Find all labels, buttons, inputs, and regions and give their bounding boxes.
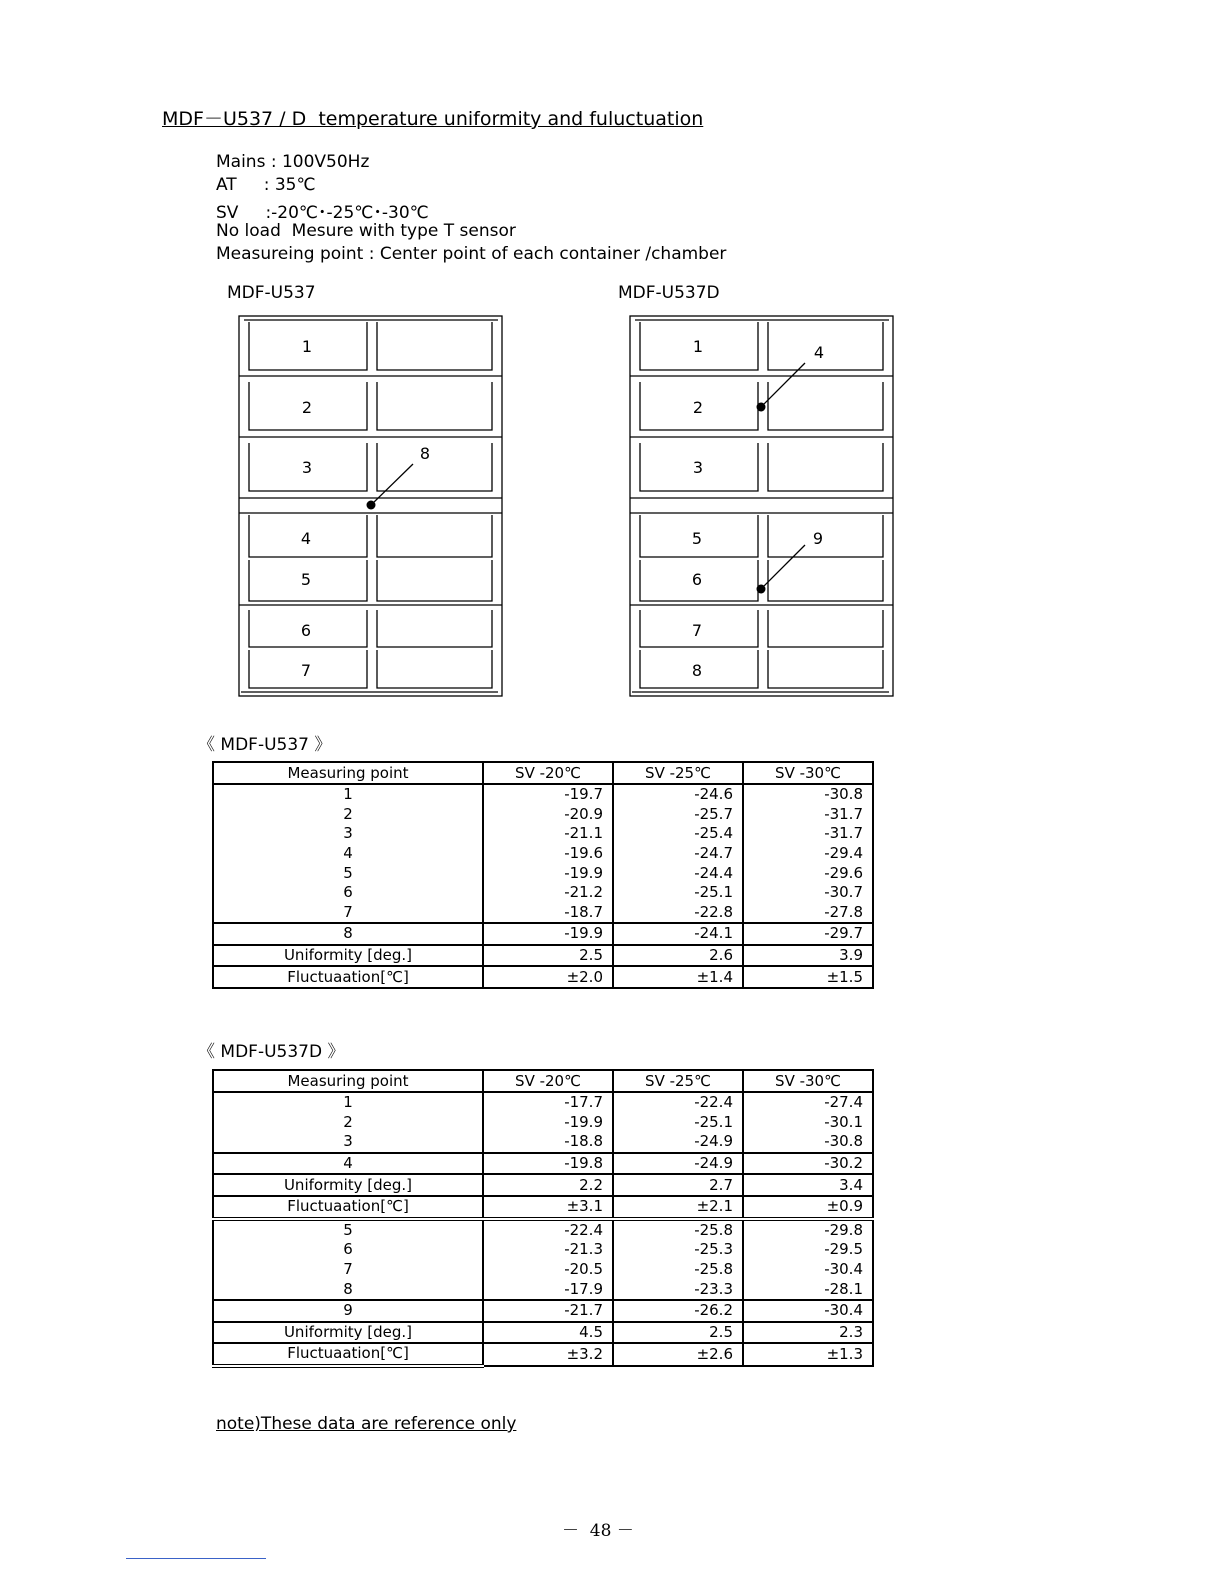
cell: -31.7 xyxy=(743,824,873,844)
cell: -19.7 xyxy=(483,784,613,805)
cell: -19.9 xyxy=(483,1113,613,1133)
chamber-number: 6 xyxy=(300,621,312,640)
chamber-number: 5 xyxy=(691,529,703,548)
cell: Fluctuaation[℃] xyxy=(213,1343,483,1366)
table-row-uniformity xyxy=(213,1174,873,1196)
cell: -21.1 xyxy=(483,824,613,844)
condition-load: No load Mesure with type T sensor xyxy=(216,221,516,241)
cell: -21.7 xyxy=(483,1300,613,1322)
cell: -30.8 xyxy=(743,784,873,805)
header-sv-25: SV -25℃ xyxy=(613,1070,743,1092)
chamber-number: 5 xyxy=(300,570,312,589)
cell: -27.8 xyxy=(743,903,873,924)
cell: Uniformity [deg.] xyxy=(213,1174,483,1196)
cell: Fluctuaation[℃] xyxy=(213,1196,483,1219)
cell: 4 xyxy=(213,844,483,864)
cell: 7 xyxy=(213,903,483,924)
diagram-left-label: MDF-U537 xyxy=(227,283,316,303)
cell: -19.8 xyxy=(483,1153,613,1175)
cell: 2.5 xyxy=(483,945,613,967)
cell: -29.5 xyxy=(743,1240,873,1260)
cell: -17.9 xyxy=(483,1279,613,1300)
sensor-label: 8 xyxy=(419,444,431,463)
cell: -19.6 xyxy=(483,844,613,864)
cell: 7 xyxy=(213,1260,483,1280)
cell: Uniformity [deg.] xyxy=(213,945,483,967)
cell: 2.7 xyxy=(613,1174,743,1196)
table-row xyxy=(213,863,873,883)
cell: -18.8 xyxy=(483,1132,613,1153)
cell: -25.7 xyxy=(613,805,743,825)
cell: -25.8 xyxy=(613,1260,743,1280)
cell: -30.1 xyxy=(743,1113,873,1133)
condition-mains: Mains : 100V50Hz xyxy=(216,152,370,172)
sensor-point-8 xyxy=(367,501,376,510)
chamber-number: 4 xyxy=(300,529,312,548)
cell: 2.2 xyxy=(483,1174,613,1196)
cell: 2.3 xyxy=(743,1322,873,1344)
cell: -25.1 xyxy=(613,883,743,903)
cell: -24.6 xyxy=(613,784,743,805)
cell: -21.2 xyxy=(483,883,613,903)
condition-measuring-point: Measureing point : Center point of each container /chamber xyxy=(216,244,727,264)
table-row-fluctuation xyxy=(213,1196,873,1219)
table-header-row xyxy=(213,762,873,784)
page-title: MDF－U537 / D temperature uniformity and fuluctuation xyxy=(162,108,704,130)
table-row xyxy=(213,1113,873,1133)
cell: 6 xyxy=(213,883,483,903)
footnote: note)These data are reference only xyxy=(216,1414,517,1434)
table-row-fluctuation xyxy=(213,1343,873,1366)
cell: -30.4 xyxy=(743,1260,873,1280)
table-row-fluctuation xyxy=(213,966,873,988)
cell: -20.5 xyxy=(483,1260,613,1280)
cell: ±1.5 xyxy=(743,966,873,988)
cell: 2 xyxy=(213,1113,483,1133)
chamber-number: 7 xyxy=(300,661,312,680)
table-row xyxy=(213,1300,873,1322)
cell: ±2.6 xyxy=(613,1343,743,1366)
cell: -30.4 xyxy=(743,1300,873,1322)
diagram-right-label: MDF-U537D xyxy=(618,283,720,303)
cell: -31.7 xyxy=(743,805,873,825)
cell: -29.7 xyxy=(743,923,873,945)
chamber-number: 1 xyxy=(301,337,313,356)
table2-title: 《 MDF-U537D 》 xyxy=(198,1042,345,1062)
cell: 2.5 xyxy=(613,1322,743,1344)
cell: -25.4 xyxy=(613,824,743,844)
table-row-uniformity xyxy=(213,945,873,967)
cell: 3 xyxy=(213,824,483,844)
cell: -25.8 xyxy=(613,1219,743,1241)
cell: 4.5 xyxy=(483,1322,613,1344)
table-row xyxy=(213,805,873,825)
cell: -24.9 xyxy=(613,1153,743,1175)
cell: -18.7 xyxy=(483,903,613,924)
sensor-label: 9 xyxy=(812,529,824,548)
table-row xyxy=(213,1279,873,1300)
header-sv-25: SV -25℃ xyxy=(613,762,743,784)
cell: -23.3 xyxy=(613,1279,743,1300)
cell: -22.4 xyxy=(483,1219,613,1241)
cell: ±1.3 xyxy=(743,1343,873,1366)
cell: -22.4 xyxy=(613,1092,743,1113)
cell: 2 xyxy=(213,805,483,825)
cell: 3.9 xyxy=(743,945,873,967)
cell: -21.3 xyxy=(483,1240,613,1260)
table-mdf-u537 xyxy=(212,761,874,989)
cell: 1 xyxy=(213,1092,483,1113)
table-row xyxy=(213,1132,873,1153)
diagram-mdf-u537 xyxy=(236,312,508,702)
cell: -24.7 xyxy=(613,844,743,864)
sensor-label: 4 xyxy=(813,343,825,362)
footer-divider xyxy=(126,1558,266,1559)
cell: Uniformity [deg.] xyxy=(213,1322,483,1344)
chamber-number: 8 xyxy=(691,661,703,680)
table-row xyxy=(213,784,873,805)
cell: 5 xyxy=(213,863,483,883)
cell: -17.7 xyxy=(483,1092,613,1113)
cell: -25.3 xyxy=(613,1240,743,1260)
chamber-number: 1 xyxy=(692,337,704,356)
cell: -26.2 xyxy=(613,1300,743,1322)
chamber-number: 3 xyxy=(301,458,313,477)
cell: -29.6 xyxy=(743,863,873,883)
table-row xyxy=(213,824,873,844)
diagram-mdf-u537d xyxy=(627,312,899,702)
cell: 2.6 xyxy=(613,945,743,967)
cell: ±3.1 xyxy=(483,1196,613,1219)
cell: -19.9 xyxy=(483,863,613,883)
cell: -24.4 xyxy=(613,863,743,883)
cell: -30.2 xyxy=(743,1153,873,1175)
table-row xyxy=(213,903,873,924)
cell: ±0.9 xyxy=(743,1196,873,1219)
table-row xyxy=(213,1219,873,1241)
sensor-point-9 xyxy=(757,585,766,594)
cell: 3 xyxy=(213,1132,483,1153)
cell: -24.1 xyxy=(613,923,743,945)
cell: 1 xyxy=(213,784,483,805)
table-row xyxy=(213,883,873,903)
table-mdf-u537d xyxy=(212,1069,874,1368)
cell: 9 xyxy=(213,1300,483,1322)
page-number: － 48 － xyxy=(562,1521,634,1541)
chamber-number: 3 xyxy=(692,458,704,477)
cell: Fluctuaation[℃] xyxy=(213,966,483,988)
condition-ambient: AT : 35℃ xyxy=(216,175,316,195)
chamber-number: 2 xyxy=(301,398,313,417)
table1-title: 《 MDF-U537 》 xyxy=(198,735,332,755)
table-row xyxy=(213,923,873,945)
cell: 6 xyxy=(213,1240,483,1260)
table-row xyxy=(213,1092,873,1113)
header-sv-20: SV -20℃ xyxy=(483,1070,613,1092)
cell: -29.4 xyxy=(743,844,873,864)
chamber-number: 7 xyxy=(691,621,703,640)
cell: -28.1 xyxy=(743,1279,873,1300)
cell: ±3.2 xyxy=(483,1343,613,1366)
cell: -25.1 xyxy=(613,1113,743,1133)
cell: -20.9 xyxy=(483,805,613,825)
cell: -22.8 xyxy=(613,903,743,924)
cell: ±1.4 xyxy=(613,966,743,988)
cell: -30.7 xyxy=(743,883,873,903)
cell: -30.8 xyxy=(743,1132,873,1153)
cell: -19.9 xyxy=(483,923,613,945)
table-row-uniformity xyxy=(213,1322,873,1344)
chamber-number: 2 xyxy=(692,398,704,417)
table-header-row xyxy=(213,1070,873,1092)
header-sv-30: SV -30℃ xyxy=(743,762,873,784)
cell: ±2.0 xyxy=(483,966,613,988)
header-sv-30: SV -30℃ xyxy=(743,1070,873,1092)
header-measuring-point: Measuring point xyxy=(213,1070,483,1092)
cell: -27.4 xyxy=(743,1092,873,1113)
header-measuring-point: Measuring point xyxy=(213,762,483,784)
table-row xyxy=(213,1240,873,1260)
header-sv-20: SV -20℃ xyxy=(483,762,613,784)
table-row xyxy=(213,1260,873,1280)
cell: -24.9 xyxy=(613,1132,743,1153)
cell: 8 xyxy=(213,923,483,945)
cell: 5 xyxy=(213,1219,483,1241)
cell: 8 xyxy=(213,1279,483,1300)
chamber-number: 6 xyxy=(691,570,703,589)
table-row xyxy=(213,844,873,864)
cell: ±2.1 xyxy=(613,1196,743,1219)
cell: 4 xyxy=(213,1153,483,1175)
condition-setpoint: SV :-20℃･-25℃･-30℃ xyxy=(216,203,429,223)
table-row xyxy=(213,1153,873,1175)
cell: 3.4 xyxy=(743,1174,873,1196)
cell: -29.8 xyxy=(743,1219,873,1241)
sensor-point-4 xyxy=(757,403,766,412)
